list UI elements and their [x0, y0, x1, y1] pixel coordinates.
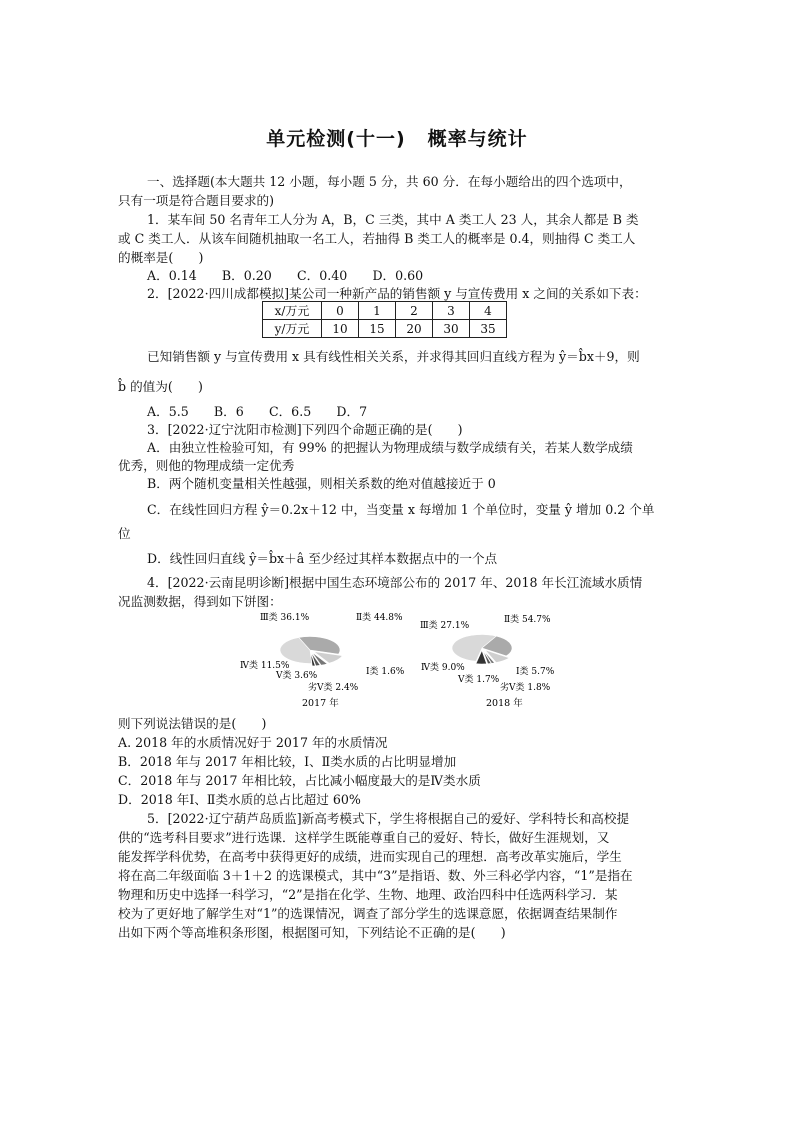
pie-slice-label: 劣Ⅴ类 2.4% [308, 683, 359, 693]
q1-options: A．0.14 B．0.20 C．0.40 D．0.60 [147, 268, 424, 283]
table-cell: 15 [359, 320, 396, 338]
pie-slice-label: Ⅰ类 1.6% [366, 667, 405, 677]
table-cell: 1 [359, 302, 396, 320]
q5-text: 校为了更好地了解学生对“1”的选课情况，调查了部分学生的选课意愿，依据调查结果制作 [118, 906, 618, 921]
table-cell: 0 [322, 302, 359, 320]
q4-question: 则下列说法错误的是( ) [118, 716, 267, 731]
q3-option-c: C．在线性回归方程 ŷ＝0.2x＋12 中，当变量 x 每增加 1 个单位时，变量 ŷ 增加 0.2 个单 [147, 502, 655, 517]
q5-text: 出如下两个等高堆积条形图，根据图可知，下列结论不正确的是( ) [118, 925, 506, 940]
q4-text: 况监测数据，得到如下饼图： [118, 594, 282, 609]
table-cell: 20 [396, 320, 433, 338]
q3-option-c-cont: 位 [118, 526, 131, 541]
table-cell: 35 [470, 320, 507, 338]
section-heading-cont: 只有一项是符合题目要求的) [118, 193, 275, 208]
pie-slice-label: Ⅱ类 54.7% [504, 615, 551, 625]
table-cell: 4 [470, 302, 507, 320]
pie-title: 2017 年 [302, 698, 339, 709]
q3-option-a: A．由独立性检验可知，有 99% 的把握认为物理成绩与数学成绩有关，若某人数学成绩 [147, 440, 633, 455]
q5-text: 供的“选考科目要求”进行选课．这样学生既能尊重自己的爱好、特长，做好生涯规划，又 [118, 830, 610, 845]
q3-option-d: D．线性回归直线 ŷ＝b̂x＋â 至少经过其样本数据点中的一个点 [147, 551, 498, 566]
q3-text: 3．[2022·辽宁沈阳市检测]下列四个命题正确的是( ) [147, 422, 463, 437]
q5-text: 5．[2022·辽宁葫芦岛质监]新高考模式下，学生将根据自己的爱好、学科特长和高校提 [147, 811, 630, 826]
q1-text: 或 C 类工人．从该车间随机抽取一名工人，若抽得 B 类工人的概率是 0.4，则抽得 C 类工人 [118, 231, 636, 246]
q3-option-b: B．两个随机变量相关性越强，则相关系数的绝对值越接近于 0 [147, 476, 496, 491]
table-cell: 10 [322, 320, 359, 338]
q2-text: 已知销售额 y 与宣传费用 x 具有线性相关关系，并求得其回归直线方程为 ŷ＝b̂x＋9，则 [147, 349, 640, 364]
pie-slice-label: Ⅰ类 5.7% [516, 667, 555, 677]
table-row [263, 320, 507, 338]
pie-slice-label: Ⅴ类 3.6% [276, 671, 318, 681]
pie-slice-label: Ⅱ类 44.8% [356, 613, 403, 623]
q3-option-a-cont: 优秀，则他的物理成绩一定优秀 [118, 458, 295, 473]
pie-title: 2018 年 [486, 698, 523, 709]
table-cell: x/万元 [263, 302, 322, 320]
table-cell: 3 [433, 302, 470, 320]
q5-text: 物理和历史中选择一科学习，“2”是指在化学、生物、地理、政治四科中任选两科学习．某 [118, 887, 618, 902]
pie-charts [240, 608, 580, 712]
q4-option-c: C．2018 年与 2017 年相比较，占比减小幅度最大的是Ⅳ类水质 [118, 773, 481, 788]
q4-option-a: A. 2018 年的水质情况好于 2017 年的水质情况 [118, 735, 388, 750]
q1-text: 的概率是( ) [118, 250, 204, 265]
pie-slice-label: Ⅲ类 27.1% [420, 621, 470, 631]
pie-slice-label: Ⅲ类 36.1% [260, 613, 310, 623]
table-cell: 30 [433, 320, 470, 338]
title-sub: 概率与统计 [427, 128, 528, 150]
pie-slice-label: Ⅴ类 1.7% [458, 675, 500, 685]
pie-slice-label: 劣Ⅴ类 1.8% [500, 683, 551, 693]
table-cell: y/万元 [263, 320, 322, 338]
q4-text: 4．[2022·云南昆明诊断]根据中国生态环境部公布的 2017 年、2018 年长江流域水质情 [147, 575, 643, 590]
pie-slice-label: Ⅳ类 9.0% [421, 663, 465, 673]
page-title [0, 124, 794, 151]
q1-text: 1．某车间 50 名青年工人分为 A，B，C 三类，其中 A 类工人 23 人，其余人都是 B 类 [147, 212, 639, 227]
pie-slice-label: Ⅳ类 11.5% [240, 661, 290, 671]
table-row [263, 302, 507, 320]
q5-text: 能发挥学科优势，在高考中获得更好的成绩，进而实现自己的理想．高考改革实施后，学生 [118, 849, 622, 864]
q2-text: b̂ 的值为( ) [118, 379, 203, 394]
title-main: 单元检测(十一) [266, 128, 406, 150]
section-heading: 一、选择题(本大题共 12 小题，每小题 5 分，共 60 分．在每小题给出的四个选项中， [147, 174, 632, 189]
q4-option-d: D．2018 年Ⅰ、Ⅱ类水质的总占比超过 60% [118, 792, 361, 807]
table-cell: 2 [396, 302, 433, 320]
q2-text: 2．[2022·四川成都模拟]某公司一种新产品的销售额 y 与宣传费用 x 之间的关系如下表： [147, 286, 647, 301]
q4-option-b: B．2018 年与 2017 年相比较，Ⅰ、Ⅱ类水质的占比明显增加 [118, 754, 457, 769]
q2-options: A．5.5 B．6 C．6.5 D．7 [147, 404, 368, 419]
q2-data-table [262, 301, 507, 338]
q5-text: 将在高二年级面临 3＋1＋2 的选课模式，其中“3”是指语、数、外三科必学内容，“1”是指在 [118, 868, 633, 883]
